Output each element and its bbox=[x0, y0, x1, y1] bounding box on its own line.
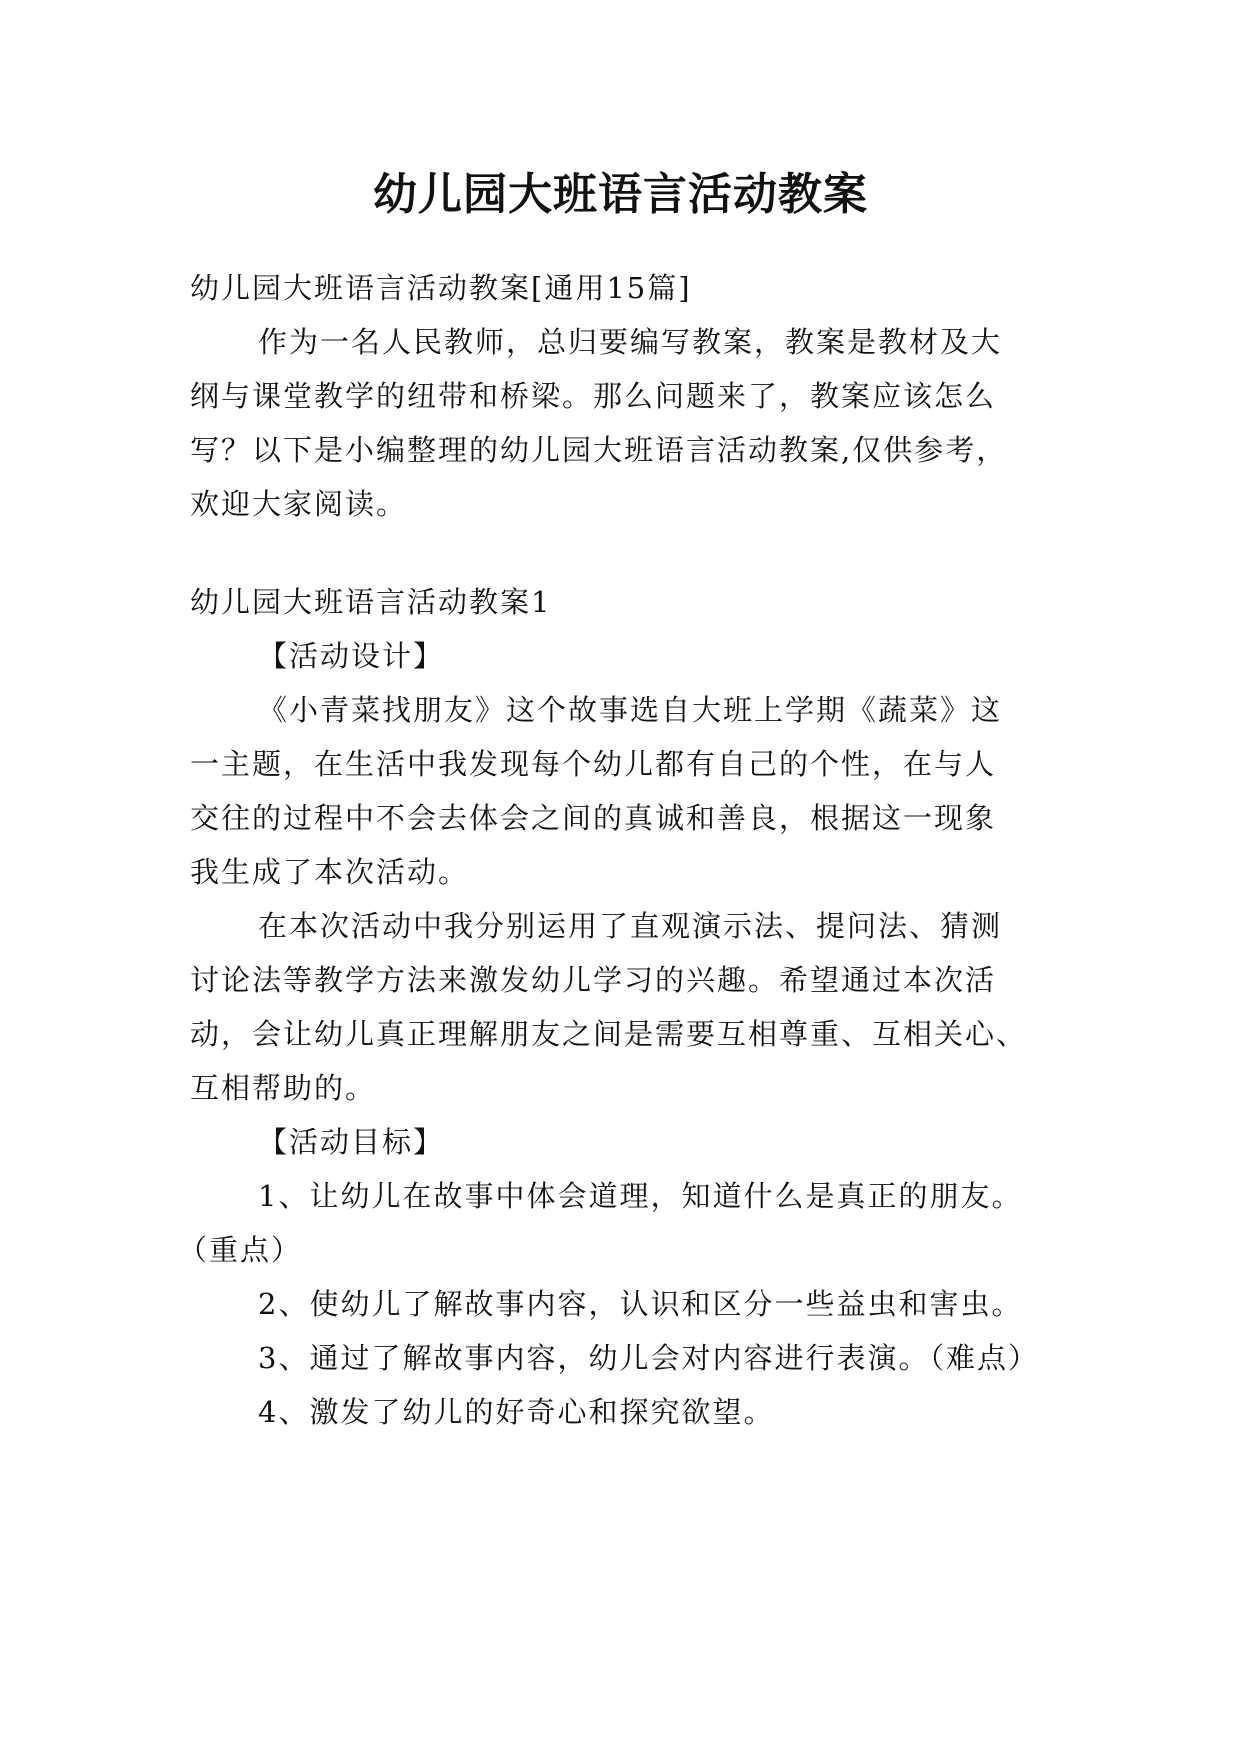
design-paragraph-line: 《小青菜找朋友》这个故事选自大班上学期《蔬菜》这 bbox=[258, 693, 1003, 727]
goal-item: 2、使幼儿了解故事内容，认识和区分一些益虫和害虫。 bbox=[258, 1287, 1023, 1321]
design-heading: 【活动设计】 bbox=[258, 639, 445, 673]
section-heading: 幼儿园大班语言活动教案1 bbox=[190, 585, 552, 619]
goal-item-continuation: （重点） bbox=[178, 1233, 303, 1267]
design-paragraph-line: 讨论法等教学方法来激发幼儿学习的兴趣。希望通过本次活 bbox=[190, 963, 997, 997]
intro-line: 纲与课堂教学的纽带和桥梁。那么问题来了，教案应该怎么 bbox=[190, 379, 997, 413]
design-paragraph-line: 一主题，在生活中我发现每个幼儿都有自己的个性，在与人 bbox=[190, 747, 997, 781]
page-title: 幼儿园大班语言活动教案 bbox=[373, 169, 868, 220]
intro-line: 作为一名人民教师，总归要编写教案，教案是教材及大 bbox=[258, 325, 1003, 359]
goal-item: 3、通过了解故事内容，幼儿会对内容进行表演。（难点） bbox=[258, 1341, 1039, 1375]
design-paragraph-line: 互相帮助的。 bbox=[190, 1071, 377, 1105]
intro-line: 欢迎大家阅读。 bbox=[190, 487, 408, 521]
intro-line: 写？以下是小编整理的幼儿园大班语言活动教案,仅供参考， bbox=[190, 433, 1008, 467]
document-subtitle: 幼儿园大班语言活动教案[通用15篇] bbox=[190, 271, 692, 305]
design-paragraph-line: 在本次活动中我分别运用了直观演示法、提问法、猜测 bbox=[258, 909, 1003, 943]
goal-item: 1、让幼儿在故事中体会道理，知道什么是真正的朋友。 bbox=[258, 1179, 1023, 1213]
design-paragraph-line: 交往的过程中不会去体会之间的真诚和善良，根据这一现象 bbox=[190, 801, 997, 835]
design-paragraph-line: 我生成了本次活动。 bbox=[190, 855, 470, 889]
goals-heading: 【活动目标】 bbox=[258, 1125, 445, 1159]
design-paragraph-line: 动，会让幼儿真正理解朋友之间是需要互相尊重、互相关心、 bbox=[190, 1017, 1028, 1051]
goal-item: 4、激发了幼儿的好奇心和探究欲望。 bbox=[258, 1395, 775, 1429]
